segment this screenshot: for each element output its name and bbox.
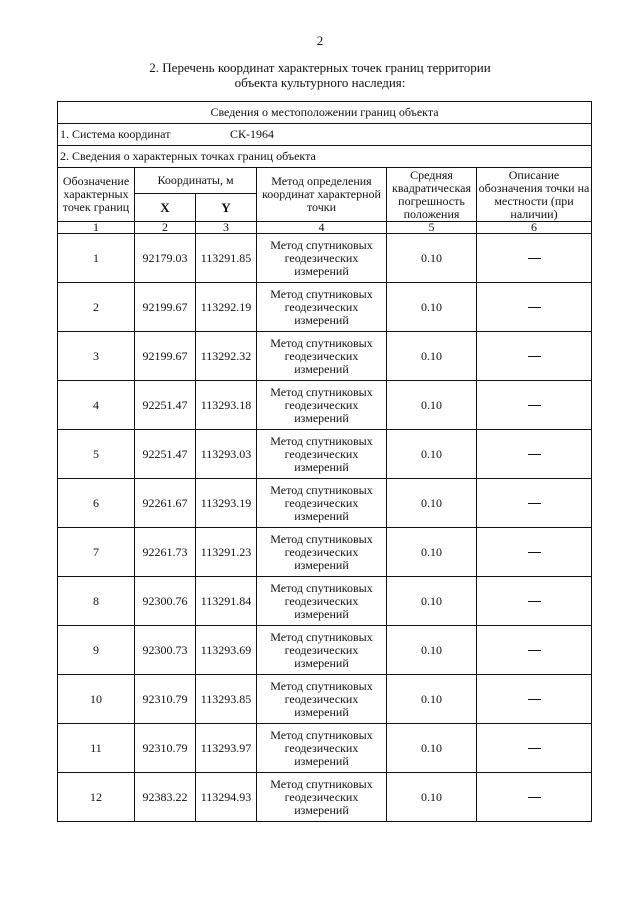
- header-y: Y: [196, 194, 257, 222]
- table-row: [58, 430, 592, 479]
- dash-mark: [528, 307, 541, 308]
- error-cell: 0.10: [387, 332, 477, 381]
- x-coordinate-cell: 92179.03: [135, 234, 196, 283]
- point-number-cell: 9: [58, 626, 135, 675]
- table-caption: Сведения о местоположении границ объекта: [58, 102, 592, 124]
- y-coordinate-cell: 113294.93: [196, 773, 257, 822]
- method-cell: Метод спутниковых геодезических измерений: [257, 773, 387, 822]
- x-coordinate-cell: 92199.67: [135, 283, 196, 332]
- error-cell: 0.10: [387, 626, 477, 675]
- description-cell: [477, 430, 592, 479]
- method-cell: Метод спутниковых геодезических измерений: [257, 675, 387, 724]
- column-number-row: [58, 222, 592, 234]
- header-description: Описание обозначения точки на местности (при наличии): [477, 168, 592, 222]
- description-cell: [477, 577, 592, 626]
- point-number-cell: 8: [58, 577, 135, 626]
- error-cell: 0.10: [387, 479, 477, 528]
- error-cell: 0.10: [387, 577, 477, 626]
- description-cell: [477, 675, 592, 724]
- header-designation: Обозначение характерных точек границ: [58, 168, 135, 222]
- table-row: [58, 479, 592, 528]
- y-coordinate-cell: 113293.85: [196, 675, 257, 724]
- table-row: [58, 626, 592, 675]
- column-number: 1: [58, 222, 135, 234]
- description-cell: [477, 381, 592, 430]
- column-number: 3: [196, 222, 257, 234]
- column-number: 5: [387, 222, 477, 234]
- table-row: [58, 577, 592, 626]
- caption-row: [58, 102, 592, 124]
- method-cell: Метод спутниковых геодезических измерений: [257, 234, 387, 283]
- description-cell: [477, 234, 592, 283]
- description-cell: [477, 724, 592, 773]
- y-coordinate-cell: 113293.18: [196, 381, 257, 430]
- dash-mark: [528, 356, 541, 357]
- description-cell: [477, 332, 592, 381]
- dash-mark: [528, 405, 541, 406]
- header-method: Метод определения координат характерной точки: [257, 168, 387, 222]
- column-number: 6: [477, 222, 592, 234]
- header-x: X: [135, 194, 196, 222]
- description-cell: [477, 773, 592, 822]
- method-cell: Метод спутниковых геодезических измерений: [257, 626, 387, 675]
- error-cell: 0.10: [387, 528, 477, 577]
- error-cell: 0.10: [387, 724, 477, 773]
- error-cell: 0.10: [387, 430, 477, 479]
- coordinate-system-value: СК-1964: [230, 127, 275, 141]
- coordinate-system-label: 1. Система координат: [60, 127, 171, 141]
- method-cell: Метод спутниковых геодезических измерений: [257, 528, 387, 577]
- x-coordinate-cell: 92300.76: [135, 577, 196, 626]
- table-row: [58, 724, 592, 773]
- title-line-2: объекта культурного наследия:: [234, 75, 406, 90]
- x-coordinate-cell: 92310.79: [135, 675, 196, 724]
- error-cell: 0.10: [387, 675, 477, 724]
- table-row: [58, 283, 592, 332]
- x-coordinate-cell: 92251.47: [135, 430, 196, 479]
- table-row: [58, 675, 592, 724]
- method-cell: Метод спутниковых геодезических измерений: [257, 479, 387, 528]
- method-cell: Метод спутниковых геодезических измерений: [257, 577, 387, 626]
- y-coordinate-cell: 113292.32: [196, 332, 257, 381]
- x-coordinate-cell: 92251.47: [135, 381, 196, 430]
- method-cell: Метод спутниковых геодезических измерений: [257, 724, 387, 773]
- table-row: [58, 234, 592, 283]
- y-coordinate-cell: 113291.85: [196, 234, 257, 283]
- y-coordinate-cell: 113292.19: [196, 283, 257, 332]
- point-number-cell: 6: [58, 479, 135, 528]
- dash-mark: [528, 552, 541, 553]
- x-coordinate-cell: 92300.73: [135, 626, 196, 675]
- dash-mark: [528, 503, 541, 504]
- point-number-cell: 1: [58, 234, 135, 283]
- dash-mark: [528, 748, 541, 749]
- table-row: [58, 381, 592, 430]
- error-cell: 0.10: [387, 234, 477, 283]
- point-number-cell: 11: [58, 724, 135, 773]
- dash-mark: [528, 454, 541, 455]
- coordinates-table: [57, 101, 592, 822]
- table-row: [58, 332, 592, 381]
- x-coordinate-cell: 92310.79: [135, 724, 196, 773]
- points-section-row: [58, 146, 592, 168]
- point-number-cell: 10: [58, 675, 135, 724]
- header-coordinates: Координаты, м: [135, 168, 257, 194]
- table-row: [58, 528, 592, 577]
- y-coordinate-cell: 113293.97: [196, 724, 257, 773]
- dash-mark: [528, 650, 541, 651]
- method-cell: Метод спутниковых геодезических измерений: [257, 283, 387, 332]
- header-row-1: [58, 168, 592, 194]
- point-number-cell: 7: [58, 528, 135, 577]
- coordinate-system-cell: [58, 124, 592, 146]
- points-section-label: 2. Сведения о характерных точках границ объекта: [58, 146, 592, 168]
- y-coordinate-cell: 113293.03: [196, 430, 257, 479]
- point-number-cell: 2: [58, 283, 135, 332]
- method-cell: Метод спутниковых геодезических измерений: [257, 381, 387, 430]
- dash-mark: [528, 601, 541, 602]
- x-coordinate-cell: 92261.73: [135, 528, 196, 577]
- dash-mark: [528, 258, 541, 259]
- x-coordinate-cell: 92261.67: [135, 479, 196, 528]
- coordinate-system-row: [58, 124, 592, 146]
- point-number-cell: 5: [58, 430, 135, 479]
- y-coordinate-cell: 113291.23: [196, 528, 257, 577]
- table-row: [58, 773, 592, 822]
- method-cell: Метод спутниковых геодезических измерений: [257, 430, 387, 479]
- error-cell: 0.10: [387, 283, 477, 332]
- y-coordinate-cell: 113291.84: [196, 577, 257, 626]
- point-number-cell: 3: [58, 332, 135, 381]
- error-cell: 0.10: [387, 381, 477, 430]
- dash-mark: [528, 797, 541, 798]
- point-number-cell: 4: [58, 381, 135, 430]
- description-cell: [477, 283, 592, 332]
- document-title: [0, 60, 640, 90]
- description-cell: [477, 626, 592, 675]
- description-cell: [477, 528, 592, 577]
- header-error: Средняя квадратическая погрешность положения: [387, 168, 477, 222]
- method-cell: Метод спутниковых геодезических измерений: [257, 332, 387, 381]
- column-number: 2: [135, 222, 196, 234]
- x-coordinate-cell: 92383.22: [135, 773, 196, 822]
- column-number: 4: [257, 222, 387, 234]
- page-number: 2: [316, 33, 324, 48]
- description-cell: [477, 479, 592, 528]
- x-coordinate-cell: 92199.67: [135, 332, 196, 381]
- y-coordinate-cell: 113293.19: [196, 479, 257, 528]
- dash-mark: [528, 699, 541, 700]
- title-line-1: 2. Перечень координат характерных точек границ территории: [149, 60, 491, 75]
- error-cell: 0.10: [387, 773, 477, 822]
- point-number-cell: 12: [58, 773, 135, 822]
- y-coordinate-cell: 113293.69: [196, 626, 257, 675]
